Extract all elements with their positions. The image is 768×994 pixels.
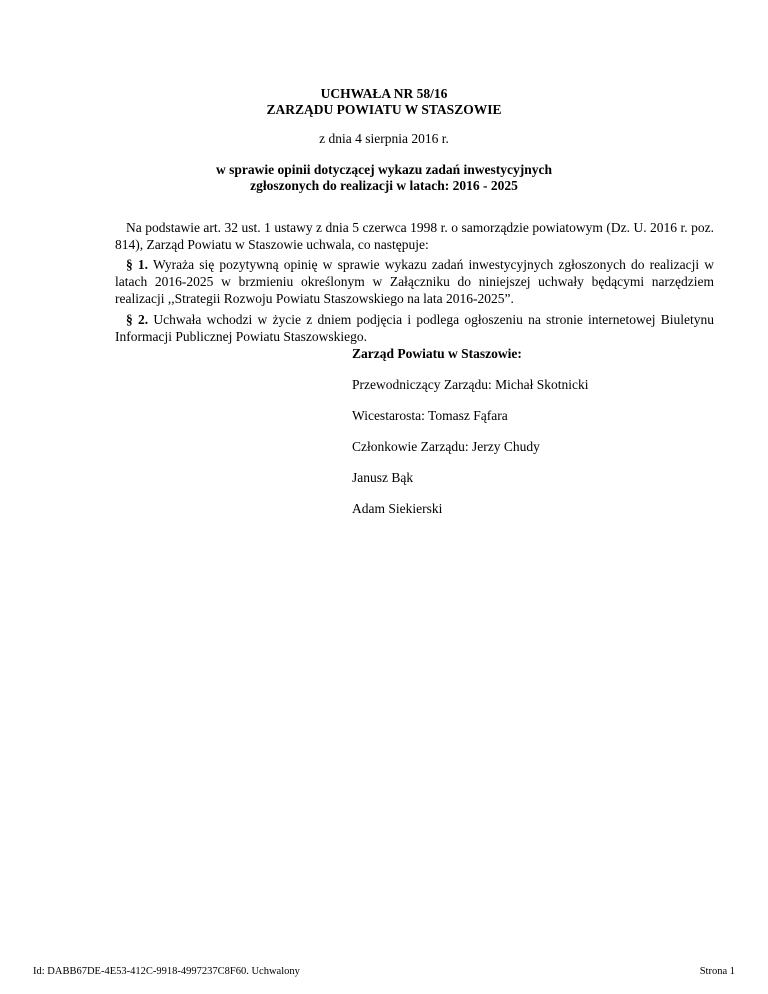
section-2-paragraph <box>115 311 714 345</box>
subject-line-2: zgłoszonych do realizacji w latach: 2016 - 2025 <box>250 178 518 193</box>
resolution-number: UCHWAŁA NR 58/16 <box>320 86 448 101</box>
signature-chairman: Przewodniczący Zarządu: Michał Skotnicki <box>352 377 589 392</box>
signature-member-1: Członkowie Zarządu: Jerzy Chudy <box>352 439 540 454</box>
signature-vice: Wicestarosta: Tomasz Fąfara <box>352 408 508 423</box>
section-2-label: § 2. <box>126 312 149 327</box>
signatures-heading: Zarząd Powiatu w Staszowie: <box>352 346 522 361</box>
section-1-text: Wyraża się pozytywną opinię w sprawie wykazu zadań inwestycyjnych zgłoszonych do realizacji w latach 2016-2025 w brzmieniu określonym w Załączniku do niniejszej uchwały będącymi narzędziem realizacji ,,Strategii Rozwoju Powiatu Staszowskiego na lata 2016-2025”. <box>115 257 714 306</box>
section-2-text: Uchwała wchodzi w życie z dniem podjęcia i podlega ogłoszeniu na stronie internetowej Biuletynu Informacji Publicznej Powiatu Staszowskiego. <box>115 312 714 344</box>
signature-member-2: Janusz Bąk <box>352 470 414 485</box>
preamble-paragraph: Na podstawie art. 32 ust. 1 ustawy z dnia 5 czerwca 1998 r. o samorządzie powiatowym (Dz. U. 2016 r. poz. 814), Zarząd Powiatu w Staszowie uchwala, co następuje: <box>115 220 714 252</box>
page-number-footer: Strona 1 <box>699 966 735 977</box>
signature-member-3: Adam Siekierski <box>352 501 443 516</box>
issuing-body: ZARZĄDU POWIATU W STASZOWIE <box>266 102 502 117</box>
section-1-paragraph <box>115 256 714 307</box>
subject-line-1: w sprawie opinii dotyczącej wykazu zadań inwestycyjnych <box>216 162 552 177</box>
resolution-date: z dnia 4 sierpnia 2016 r. <box>319 131 449 146</box>
section-1-label: § 1. <box>126 257 149 272</box>
document-id-footer: Id: DABB67DE-4E53-412C-9918-4997237C8F60. Uchwalony <box>33 966 300 977</box>
